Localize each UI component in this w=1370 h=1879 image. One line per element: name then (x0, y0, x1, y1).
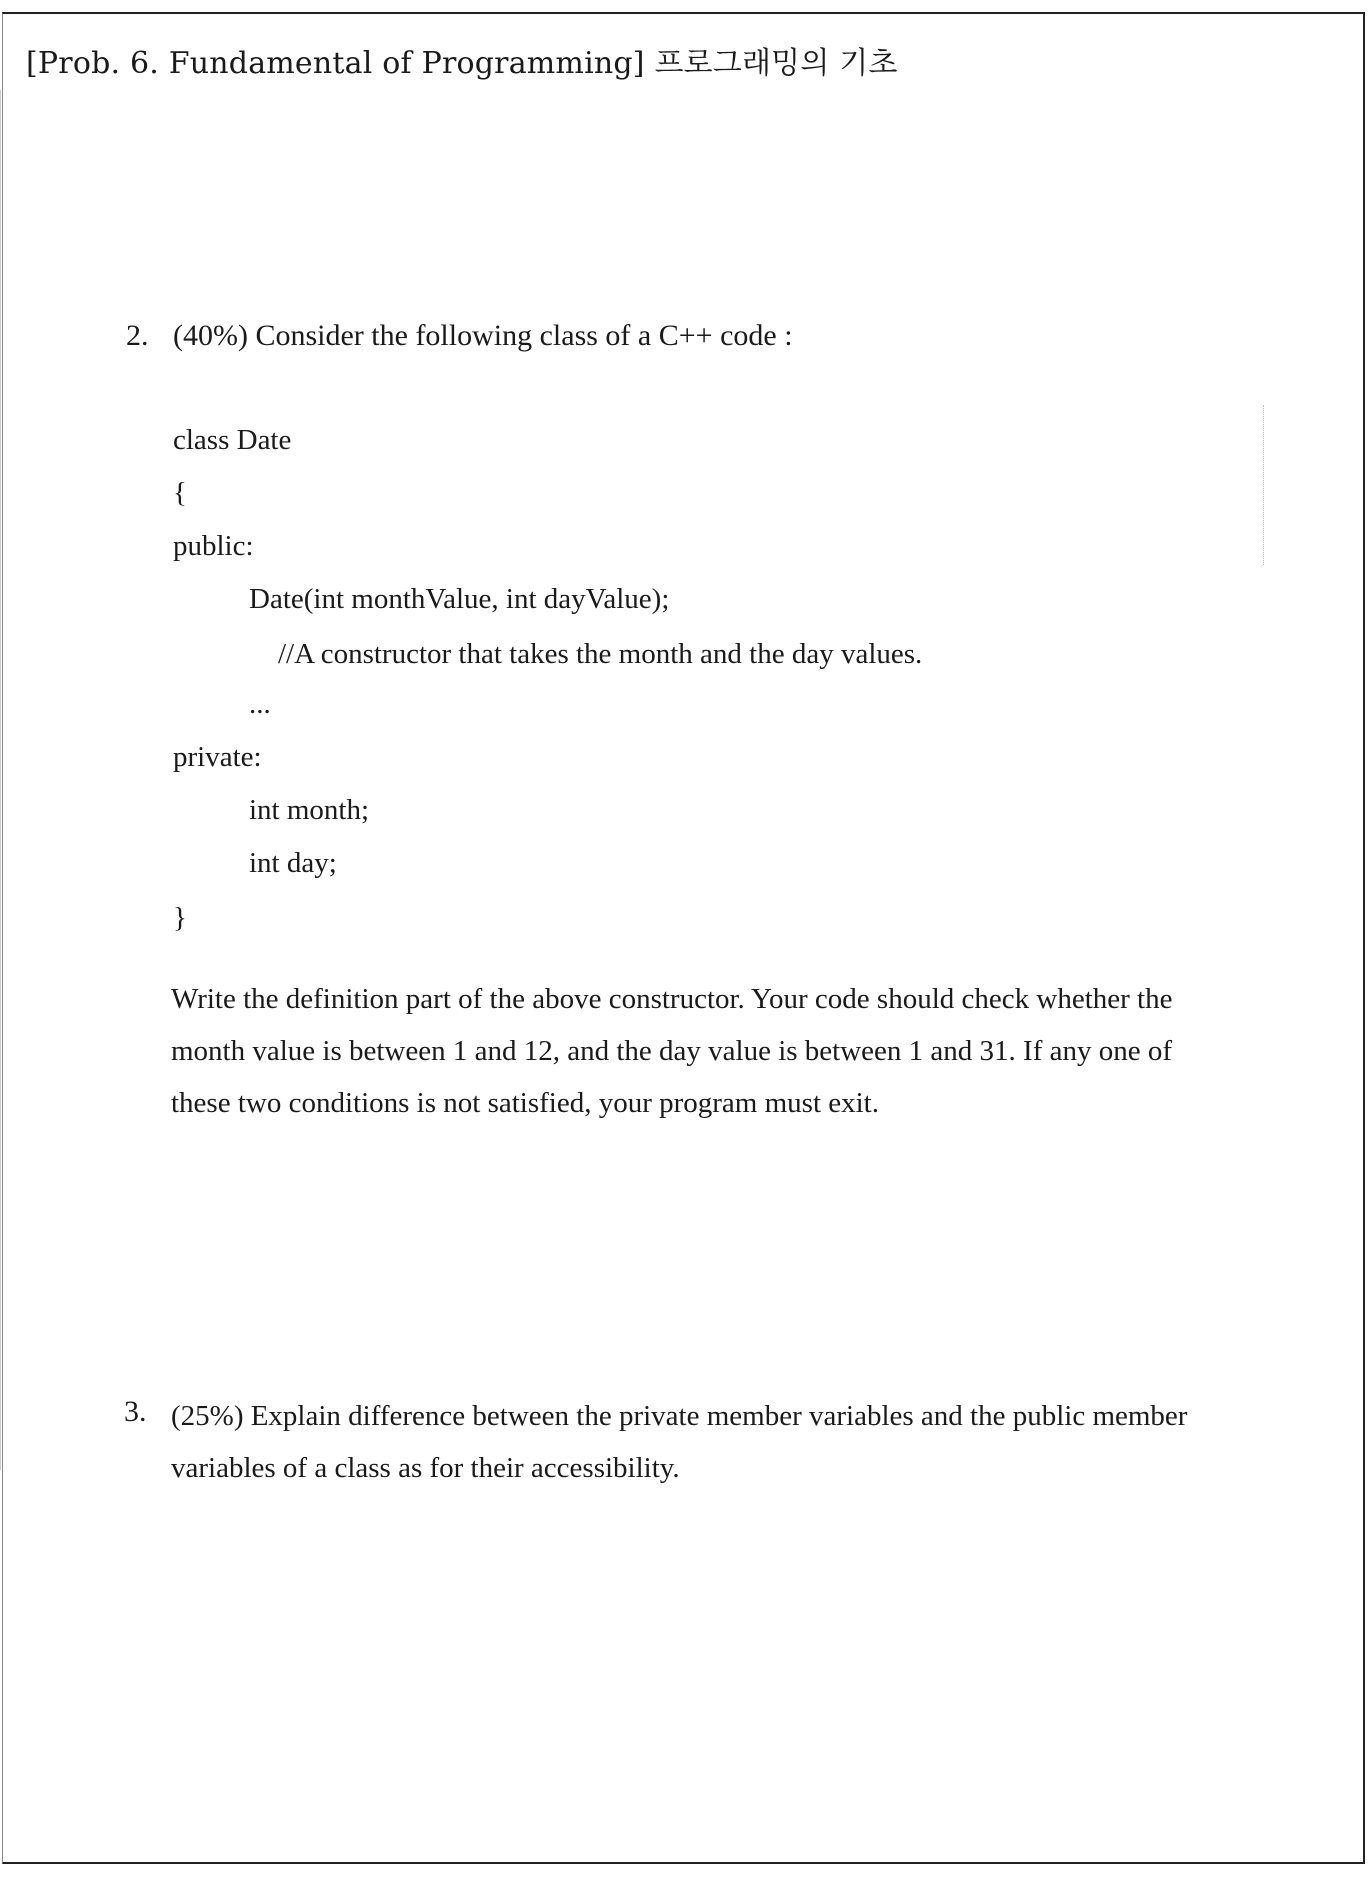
code-comment: //A constructor that takes the month and the day values. (278, 638, 923, 670)
instruction-line: month value is between 1 and 12, and the day value is between 1 and 31. If any one of (171, 1035, 1173, 1067)
code-line: int day; (249, 847, 337, 879)
margin-mark (1263, 405, 1266, 565)
code-line: { (173, 477, 187, 509)
code-line: } (173, 902, 187, 934)
question-3-line: variables of a class as for their accessibility. (171, 1452, 680, 1484)
code-line: Date(int monthValue, int dayValue); (249, 583, 670, 615)
code-line: public: (173, 530, 254, 562)
instruction-line: these two conditions is not satisfied, your program must exit. (171, 1087, 879, 1119)
code-line: class Date (173, 424, 292, 456)
question-2-number: 2. (126, 319, 149, 352)
page-frame (2, 12, 1365, 1864)
question-3-text (171, 1390, 1251, 1494)
question-2-prompt: (40%) Consider the following class of a C++ code : (173, 319, 793, 352)
instruction-line: Write the definition part of the above constructor. Your code should check whether the (171, 983, 1173, 1015)
question-3-number: 3. (124, 1395, 147, 1428)
code-line: int month; (249, 794, 370, 826)
question-3-line: (25%) Explain difference between the private member variables and the public member (171, 1400, 1188, 1432)
code-line: private: (173, 741, 262, 773)
problem-header: [Prob. 6. Fundamental of Programming] 프로그래밍의 기초 (26, 46, 898, 81)
code-ellipsis: ... (249, 688, 271, 720)
question-2-instructions (171, 973, 1251, 1129)
scan-edge-mark (0, 90, 3, 1470)
